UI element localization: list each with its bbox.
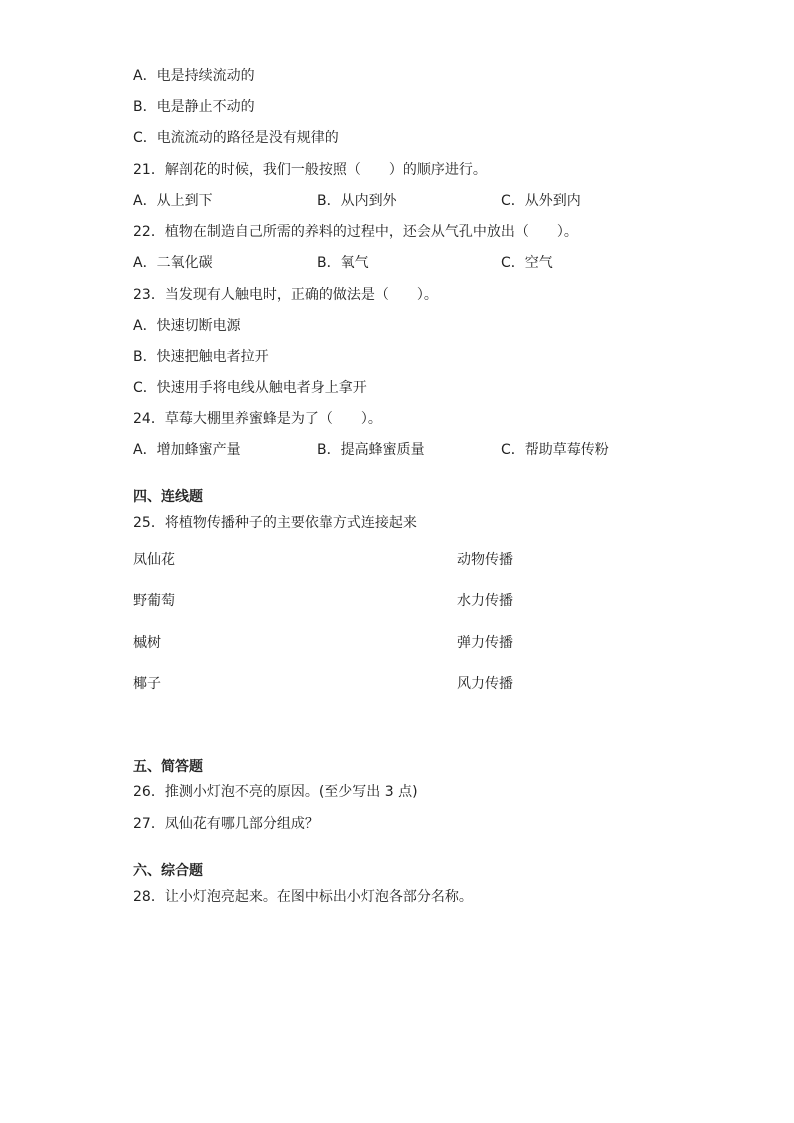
q22-option-a: A．二氧化碳 bbox=[133, 255, 213, 271]
q22-option-c: C．空气 bbox=[501, 255, 553, 271]
q21-option-b: B．从内到外 bbox=[317, 193, 397, 209]
q23-option-a: A．快速切断电源 bbox=[133, 318, 241, 334]
q22-stem: 22．植物在制造自己所需的养料的过程中，还会从气孔中放出（ ）。 bbox=[133, 224, 578, 240]
q20-option-c: C．电流流动的路径是没有规律的 bbox=[133, 130, 339, 146]
match-left-item: 槭树 bbox=[133, 635, 161, 651]
section-4-title: 四、连线题 bbox=[133, 489, 203, 505]
q22-option-b: B．氧气 bbox=[317, 255, 369, 271]
q22-options bbox=[133, 254, 693, 272]
q24-options bbox=[133, 441, 693, 459]
section-6-title: 六、综合题 bbox=[133, 863, 203, 879]
match-right-item: 弹力传播 bbox=[457, 635, 513, 651]
q23-option-b: B．快速把触电者拉开 bbox=[133, 349, 269, 365]
match-left-item: 野葡萄 bbox=[133, 593, 175, 609]
match-right-item: 动物传播 bbox=[457, 552, 513, 568]
q28-stem: 28．让小灯泡亮起来。在图中标出小灯泡各部分名称。 bbox=[133, 889, 473, 905]
q21-option-a: A．从上到下 bbox=[133, 193, 213, 209]
q24-option-b: B．提高蜂蜜质量 bbox=[317, 442, 425, 458]
section-5-title: 五、简答题 bbox=[133, 759, 203, 775]
match-right-item: 风力传播 bbox=[457, 676, 513, 692]
q21-options bbox=[133, 192, 693, 210]
q23-option-c: C．快速用手将电线从触电者身上拿开 bbox=[133, 380, 367, 396]
q24-stem: 24．草莓大棚里养蜜蜂是为了（ ）。 bbox=[133, 411, 382, 427]
match-left-item: 椰子 bbox=[133, 676, 161, 692]
q27-stem: 27．凤仙花有哪几部分组成？ bbox=[133, 816, 319, 832]
match-left-item: 凤仙花 bbox=[133, 552, 175, 568]
q25-stem: 25．将植物传播种子的主要依靠方式连接起来 bbox=[133, 515, 417, 531]
q20-option-b: B．电是静止不动的 bbox=[133, 99, 255, 115]
q21-option-c: C．从外到内 bbox=[501, 193, 581, 209]
q24-option-a: A．增加蜂蜜产量 bbox=[133, 442, 241, 458]
q20-option-a: A．电是持续流动的 bbox=[133, 68, 255, 84]
q26-stem: 26．推测小灯泡不亮的原因。(至少写出 3 点) bbox=[133, 784, 418, 800]
q21-stem: 21．解剖花的时候，我们一般按照（ ）的顺序进行。 bbox=[133, 162, 487, 178]
q23-stem: 23．当发现有人触电时，正确的做法是（ ）。 bbox=[133, 287, 438, 303]
match-right-item: 水力传播 bbox=[457, 593, 513, 609]
q24-option-c: C．帮助草莓传粉 bbox=[501, 442, 609, 458]
